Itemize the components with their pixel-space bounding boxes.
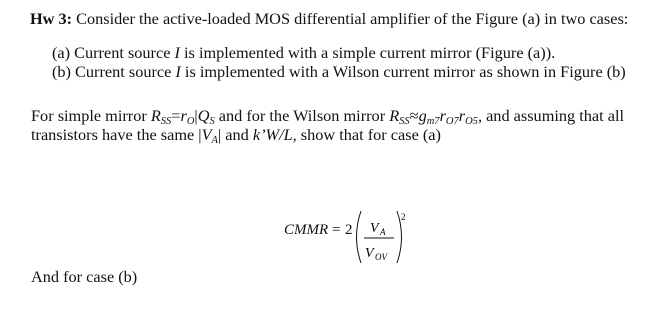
hw-label: Hw 3: (30, 9, 73, 28)
formula-fraction (284, 208, 424, 270)
rss-subscript: SS (160, 116, 172, 127)
equals-sign: = (171, 106, 181, 125)
case-b-text-end: is implemented with a Wilson current mirror as shown in Figure (b) (180, 62, 626, 81)
title-text: Consider the active-loaded MOS differential amplifier of the Figure (a) in two cases: (72, 9, 629, 28)
kwl-symbol: k’W/L (252, 125, 293, 144)
para-line2-text-3: , show that for case (a) (292, 125, 441, 144)
formula-lhs: CMMR (284, 222, 329, 238)
rss-symbol: R (150, 106, 161, 125)
formula-coefficient: 2 (345, 222, 353, 238)
numerator-sub: A (380, 227, 386, 237)
case-a-var: I (174, 43, 180, 62)
gm-subscript: m7 (426, 116, 440, 127)
ro-symbol: r (180, 106, 187, 125)
ro-subscript: O (186, 116, 195, 127)
para-text-3: , and assuming that all (477, 106, 624, 125)
bar-symbol: | (194, 106, 198, 125)
case-b-prompt: And for case (b) (31, 267, 138, 286)
problem-title (30, 9, 628, 28)
denominator-sub: OV (375, 252, 387, 262)
formula-equals: = (332, 222, 341, 238)
paragraph-line-2 (31, 125, 441, 150)
cmrr-formula (284, 208, 424, 270)
rss-symbol-2: R (389, 106, 400, 125)
exponent: 2 (401, 212, 406, 222)
ro7-symbol: r (439, 106, 446, 125)
case-a-text: (a) Current source (52, 43, 175, 62)
case-b-line (52, 62, 626, 81)
ro7-subscript: O7 (445, 116, 459, 127)
para-line2-text: transistors have the same | (31, 125, 202, 144)
case-a-text-end: is implemented with a simple current mirror (Figure (a)). (179, 43, 556, 62)
rss-subscript-2: SS (399, 116, 410, 127)
para-line2-text-2: | and (217, 125, 253, 144)
case-b-text: (b) Current source (52, 62, 176, 81)
denominator-v: V (365, 246, 374, 261)
case-a-line (52, 43, 555, 62)
numerator-v: V (370, 221, 379, 236)
va-subscript: A (211, 135, 218, 146)
gm-symbol: g (418, 106, 427, 125)
case-b-var: I (175, 62, 181, 81)
para-text-2: and for the Wilson mirror (214, 106, 390, 125)
left-paren (357, 211, 362, 263)
va-symbol: V (201, 125, 212, 144)
para-text: For simple mirror (31, 106, 151, 125)
ro5-symbol: r (458, 106, 466, 125)
approx-sign: ≈ (409, 106, 419, 125)
qs-symbol: Q (197, 106, 210, 125)
ro5-subscript: O5 (465, 116, 478, 127)
qs-subscript: S (209, 116, 215, 127)
